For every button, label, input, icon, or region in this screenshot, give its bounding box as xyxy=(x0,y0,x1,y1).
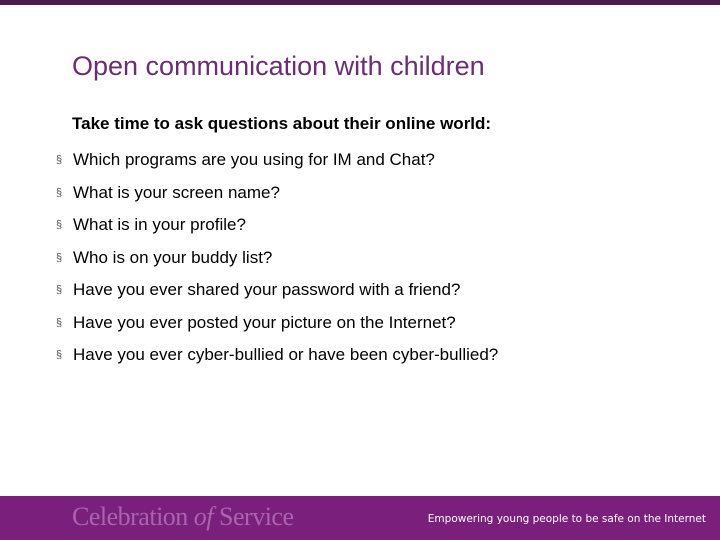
bullet-item xyxy=(56,307,498,340)
bullet-item xyxy=(56,242,498,275)
bullet-text: Have you ever shared your password with a friend? xyxy=(73,280,461,300)
bullet-marker-icon: § xyxy=(56,154,63,167)
bullet-list xyxy=(56,144,498,372)
bullet-item xyxy=(56,209,498,242)
bullet-text: Which programs are you using for IM and Chat? xyxy=(73,150,435,170)
brand-logo xyxy=(72,502,294,532)
bullet-text: Have you ever posted your picture on the Internet? xyxy=(73,312,456,332)
bullet-item xyxy=(56,339,498,372)
brand-text-2: of xyxy=(193,502,214,531)
bullet-marker-icon: § xyxy=(56,316,63,329)
top-rule xyxy=(0,0,720,5)
bullet-item xyxy=(56,144,498,177)
bullet-marker-icon: § xyxy=(56,349,63,362)
intro-text: Take time to ask questions about their online world: xyxy=(72,114,492,133)
bullet-marker-icon: § xyxy=(56,251,63,264)
footer-bar xyxy=(0,496,720,540)
bullet-marker-icon: § xyxy=(56,186,63,199)
slide-title: Open communication with children xyxy=(72,51,485,81)
bullet-text: Have you ever cyber-bullied or have been cyber-bullied? xyxy=(73,345,499,365)
bullet-marker-icon: § xyxy=(56,219,63,232)
bullet-item xyxy=(56,177,498,210)
brand-text-1: Celebration xyxy=(72,502,194,531)
bullet-item xyxy=(56,274,498,307)
bullet-text: What is in your profile? xyxy=(73,215,246,235)
bullet-text: Who is on your buddy list? xyxy=(73,247,273,267)
bullet-text: What is your screen name? xyxy=(73,182,280,202)
brand-text-3: Service xyxy=(213,502,294,531)
footer-tagline: Empowering young people to be safe on the Internet xyxy=(427,513,706,525)
bullet-marker-icon: § xyxy=(56,284,63,297)
